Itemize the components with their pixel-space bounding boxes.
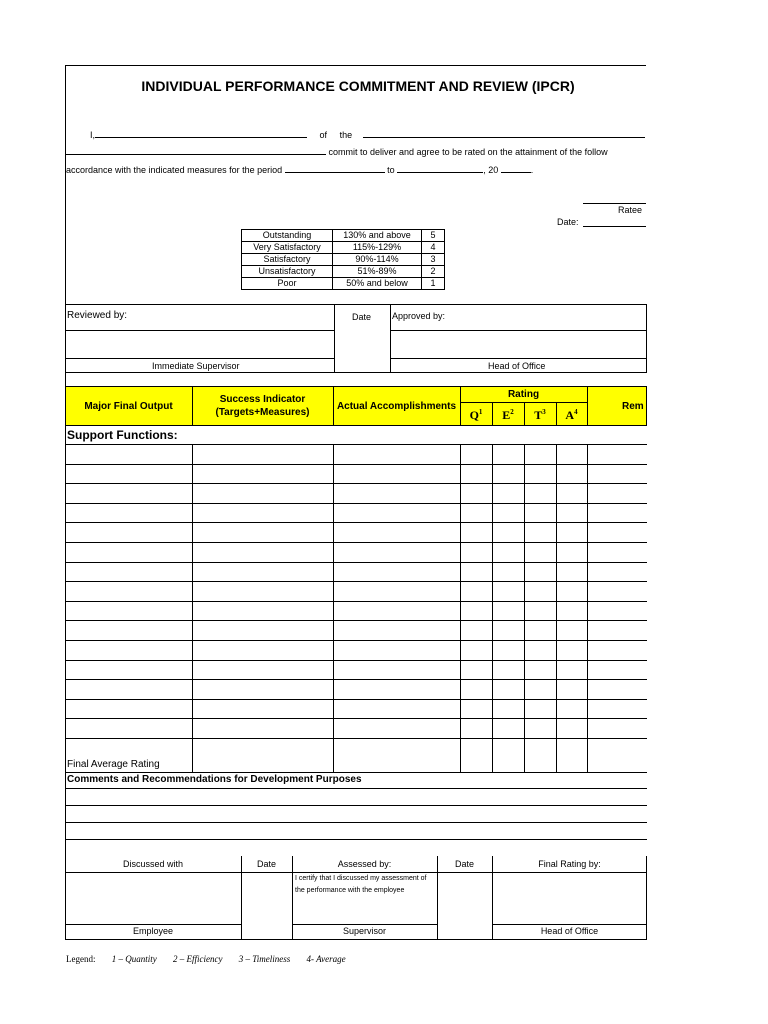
table-column-line [524, 444, 525, 772]
commitment-the: the [339, 130, 353, 140]
review-row-line [65, 330, 334, 331]
signoff-date-1: Date [256, 859, 276, 869]
commitment-of: of [319, 130, 328, 140]
scale-row [242, 230, 445, 242]
signoff-sign-line [65, 924, 241, 925]
scale-row [242, 266, 445, 278]
supervisor-label: Supervisor [342, 926, 387, 936]
position-blank[interactable] [66, 145, 326, 155]
scale-row [242, 242, 445, 254]
q-sup: 1 [478, 408, 483, 416]
table-row [65, 562, 647, 563]
assessed-by-label: Assessed by: [337, 859, 392, 869]
scale-range: 50% and below [333, 278, 422, 290]
table-column-line [556, 444, 557, 772]
table-row [65, 542, 647, 543]
e-letter: E [502, 408, 511, 422]
commitment-line-3: accordance with the indicated measures for the period to , 20 . [66, 165, 534, 175]
commitment-line-2 [66, 145, 608, 157]
comment-line[interactable] [65, 788, 647, 789]
review-divider [390, 304, 391, 373]
review-row-line [390, 330, 647, 331]
period-start-blank[interactable] [285, 163, 385, 173]
scale-range: 90%-114% [333, 254, 422, 266]
header-actual: Actual Accomplishments [336, 400, 457, 412]
table-row [65, 444, 647, 445]
table-row [65, 464, 647, 465]
scale-label: Satisfactory [242, 254, 333, 266]
table-row [65, 738, 647, 739]
legend-item: 3 – Timeliness [238, 954, 291, 964]
table-row [65, 620, 647, 621]
a-letter: A [565, 408, 575, 422]
scale-score: 5 [422, 230, 445, 242]
ratee-label: Ratee [618, 205, 643, 215]
comment-line[interactable] [65, 822, 647, 823]
scale-label: Very Satisfactory [242, 242, 333, 254]
table-column-line [192, 444, 193, 772]
comments-title: Comments and Recommendations for Development Purposes [67, 774, 362, 785]
legend [66, 954, 360, 964]
period-text: accordance with the indicated measures for the period [66, 165, 283, 175]
scale-row [242, 254, 445, 266]
head-of-office-label: Head of Office [488, 361, 546, 371]
comment-line[interactable] [65, 805, 647, 806]
head-of-office-signoff-label: Head of Office [540, 926, 599, 936]
commitment-text: commit to deliver and agree to be rated on the attainment of the follow [328, 147, 608, 157]
year-blank[interactable] [501, 163, 531, 173]
scale-score: 3 [422, 254, 445, 266]
legend-item: 4- Average [306, 954, 346, 964]
reviewed-by-label: Reviewed by: [67, 310, 128, 321]
discussed-with-label: Discussed with [122, 859, 184, 869]
scale-row [242, 278, 445, 290]
table-row [65, 581, 647, 582]
table-row [65, 483, 647, 484]
review-row-line [390, 358, 647, 359]
signoff-sign-line [492, 924, 647, 925]
header-t [524, 402, 556, 426]
final-rating-by-label: Final Rating by: [538, 859, 601, 869]
legend-item: 2 – Efficiency [173, 954, 223, 964]
employee-label: Employee [132, 926, 174, 936]
period-year: , 20 [483, 165, 499, 175]
name-blank[interactable] [95, 128, 307, 138]
scale-label: Unsatisfactory [242, 266, 333, 278]
header-q [460, 402, 492, 426]
scale-range: 51%-89% [333, 266, 422, 278]
table-row [65, 503, 647, 504]
table-column-line [333, 444, 334, 772]
review-divider [334, 304, 335, 373]
scale-label: Poor [242, 278, 333, 290]
ratee-signature-line [583, 203, 646, 204]
header-success-indicator [192, 386, 333, 426]
header-rating: Rating [507, 389, 540, 400]
header-mfo: Major Final Output [84, 400, 173, 412]
review-date-label: Date [352, 312, 372, 322]
header-success-line-1: Success Indicator [219, 394, 306, 405]
scale-score: 4 [422, 242, 445, 254]
legend-label: Legend: [66, 954, 96, 964]
commitment-line-1 [90, 128, 645, 140]
scale-score: 1 [422, 278, 445, 290]
header-e [492, 402, 524, 426]
table-row [65, 522, 647, 523]
ratee-date-label: Date: [557, 217, 579, 227]
rating-scale-table [241, 229, 445, 290]
table-row [65, 640, 647, 641]
header-divider [587, 386, 588, 426]
t-sup: 3 [542, 408, 546, 416]
period-to: to [387, 165, 395, 175]
ratee-date-line [583, 226, 646, 227]
immediate-supervisor-label: Immediate Supervisor [152, 361, 240, 371]
header-a [556, 402, 587, 426]
office-blank[interactable] [363, 128, 645, 138]
t-letter: T [534, 408, 543, 422]
e-sup: 2 [510, 408, 514, 416]
legend-item: 1 – Quantity [111, 954, 157, 964]
period-end-blank[interactable] [397, 163, 483, 173]
table-row [65, 679, 647, 680]
header-success-line-2: (Targets+Measures) [215, 407, 310, 418]
scale-range: 115%-129% [333, 242, 422, 254]
scale-label: Outstanding [242, 230, 333, 242]
approved-by-label: Approved by: [392, 311, 446, 321]
signoff-date-2: Date [454, 859, 474, 869]
a-sup: 4 [574, 408, 578, 416]
comment-line[interactable] [65, 839, 647, 840]
table-column-line [492, 444, 493, 772]
form-title: INDIVIDUAL PERFORMANCE COMMITMENT AND REVIEW (IPCR) [141, 78, 575, 94]
scale-range: 130% and above [333, 230, 422, 242]
table-column-line [460, 444, 461, 772]
form-top-border [65, 65, 646, 66]
support-functions-label: Support Functions: [67, 428, 178, 442]
table-row [65, 660, 647, 661]
header-remarks: Rem [622, 400, 644, 412]
table-column-line [587, 444, 588, 772]
commitment-i: I, [90, 130, 96, 140]
signoff-sign-line [292, 924, 437, 925]
final-average-label: Final Average Rating [67, 759, 160, 770]
comment-line[interactable] [65, 772, 647, 773]
table-row [65, 601, 647, 602]
table-row [65, 699, 647, 700]
table-row [65, 718, 647, 719]
certification-text: I certify that I discussed my assessment of the performance with the employee [295, 875, 427, 894]
review-row-line [65, 358, 334, 359]
scale-score: 2 [422, 266, 445, 278]
q-letter: Q [469, 408, 479, 422]
